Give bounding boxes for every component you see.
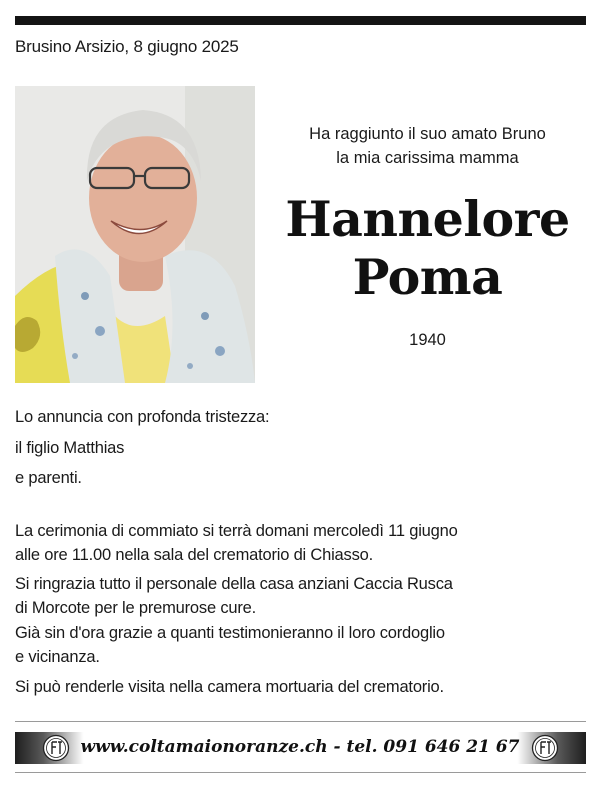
announcement-lead: Lo annuncia con profonda tristezza: — [15, 408, 270, 426]
mourner-line: il figlio Matthias — [15, 439, 125, 457]
footer-contact-text: www.coltamaionoranze.ch - tel. 091 646 21 67 — [80, 737, 520, 757]
intro-text — [270, 122, 585, 170]
body-line: alle ore 11.00 nella sala del crematorio di Chiasso. — [15, 546, 373, 564]
body-line: Già sin d'ora grazie a quanti testimonieranno il loro cordoglio — [15, 624, 445, 642]
intro-line-2: la mia carissima mamma — [336, 149, 519, 167]
body-line: Si può renderle visita nella camera mortuaria del crematorio. — [15, 678, 444, 696]
body-line: di Morcote per le premurose cure. — [15, 599, 257, 617]
intro-line-1: Ha raggiunto il suo amato Bruno — [309, 125, 546, 143]
portrait-illustration — [15, 86, 255, 383]
top-rule — [15, 16, 586, 25]
body-line: La cerimonia di commiato si terrà domani mercoledì 11 giugno — [15, 522, 458, 540]
birth-year: 1940 — [409, 331, 446, 349]
place-date: Brusino Arsizio, 8 giugno 2025 — [15, 37, 239, 56]
deceased-last-name: Poma — [352, 248, 503, 306]
portrait-photo — [15, 86, 255, 383]
deceased-first-name: Hannelore — [285, 190, 570, 248]
footer-divider-bottom — [15, 772, 586, 773]
mourner-line: e parenti. — [15, 469, 82, 487]
footer-divider-top — [15, 721, 586, 722]
body-line: Si ringrazia tutto il personale della casa anziani Caccia Rusca — [15, 575, 453, 593]
body-line: e vicinanza. — [15, 648, 100, 666]
